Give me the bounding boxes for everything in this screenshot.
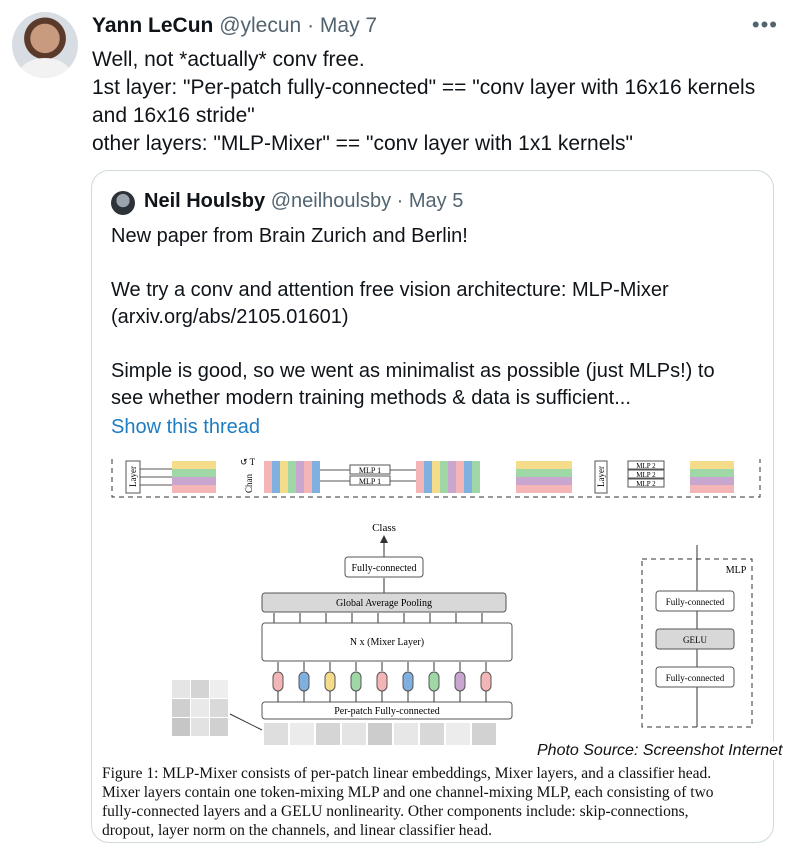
patch-sequence: [264, 723, 496, 745]
mlp1-label-top: MLP 1: [358, 466, 382, 475]
quoted-line: (arxiv.org/abs/2105.01601): [111, 306, 349, 328]
token-embedding: [325, 672, 335, 691]
patch-arrow: [230, 714, 262, 730]
token-embedding: [273, 672, 283, 691]
quoted-line: [111, 331, 761, 358]
tweet-line: 1st layer: "Per-patch fully-connected" == "conv layer with 16x16 kernels: [92, 76, 756, 99]
token-embeddings: [273, 672, 491, 691]
token-embedding: [403, 672, 413, 691]
row-arrows: [140, 469, 172, 485]
quoted-author-name[interactable]: Neil Houlsby: [144, 190, 266, 212]
layer-label-2: Layer: [596, 466, 606, 487]
more-options-icon[interactable]: •••: [751, 12, 778, 37]
output-rows-2: [690, 461, 734, 493]
tweet-line: Well, not *actually* conv free.: [92, 48, 365, 71]
class-label: Class: [372, 522, 396, 534]
quoted-tweet-text: [111, 223, 761, 412]
mlp1-label-bottom: MLP 1: [358, 477, 382, 486]
token-embedding: [377, 672, 387, 691]
quoted-line: [111, 250, 761, 277]
mlp-fc-bottom-label: Fully-connected: [665, 673, 725, 683]
quoted-author-avatar[interactable]: [111, 191, 135, 215]
channels-label: Chan: [244, 474, 254, 493]
mlp-fc-top-label: Fully-connected: [665, 597, 725, 607]
tweet-line: other layers: "MLP-Mixer" == "conv layer with 1x1 kernels": [92, 132, 634, 155]
token-embedding: [455, 672, 465, 691]
token-columns-2: [416, 461, 480, 493]
token-embedding: [429, 672, 439, 691]
layer-label: Layer: [128, 466, 138, 487]
token-embedding: [481, 672, 491, 691]
tweet-text: [92, 46, 782, 158]
date-separator: ·: [301, 14, 320, 37]
tweet-date[interactable]: May 7: [319, 14, 378, 37]
global-pool-label: Global Average Pooling: [336, 598, 432, 609]
mixer-stack-label: N x (Mixer Layer): [349, 637, 425, 648]
quoted-tweet-date[interactable]: May 5: [408, 190, 464, 212]
svg-text:MLP 2: MLP 2: [636, 471, 656, 479]
paper-figure[interactable]: [92, 451, 774, 843]
mlp-detail-label: MLP: [725, 565, 747, 576]
gelu-label: GELU: [683, 635, 707, 645]
caption-line: dropout, layer norm on the channels, and linear classifier head.: [102, 822, 492, 839]
tweet-header: [92, 14, 377, 38]
figure-caption: [102, 764, 770, 840]
svg-text:MLP 2: MLP 2: [636, 480, 656, 488]
per-patch-label: Per-patch Fully-connected: [334, 706, 440, 717]
quoted-tweet-header: [144, 190, 463, 213]
token-columns-1: [264, 461, 320, 493]
mixer-input-arrows: [278, 662, 486, 671]
output-rows-1: [516, 461, 572, 493]
quoted-line: New paper from Brain Zurich and Berlin!: [111, 225, 468, 247]
show-thread-link[interactable]: Show this thread: [111, 416, 260, 438]
input-rows: [172, 461, 216, 493]
author-handle[interactable]: @ylecun: [219, 14, 302, 37]
pool-input-arrows: [274, 613, 482, 623]
transpose-symbol: ↺ T: [240, 457, 256, 467]
tweet-line: and 16x16 stride": [92, 104, 255, 127]
quoted-line: see whether modern training methods & data is sufficient...: [111, 387, 631, 409]
head-fc-label: Fully-connected: [351, 563, 417, 574]
quoted-line: We try a conv and attention free vision architecture: MLP-Mixer: [111, 279, 669, 301]
token-embedding: [299, 672, 309, 691]
quoted-line: Simple is good, so we went as minimalist as possible (just MLPs!) to: [111, 360, 715, 382]
embedding-arrows: [278, 691, 486, 702]
mlp2-boxes: [628, 461, 664, 488]
token-embedding: [351, 672, 361, 691]
svg-text:MLP 2: MLP 2: [636, 462, 656, 470]
input-image-grid: [172, 680, 228, 736]
caption-line: Mixer layers contain one token-mixing MLP and one channel-mixing MLP, each consisting of two: [102, 784, 714, 801]
quoted-author-handle[interactable]: @neilhoulsby: [270, 190, 392, 212]
author-name[interactable]: Yann LeCun: [92, 14, 214, 37]
caption-line: fully-connected layers and a GELU nonlinearity. Other components include: skip-connections,: [102, 803, 689, 820]
caption-line: Figure 1: MLP-Mixer consists of per-patch linear embeddings, Mixer layers, and a classifier head.: [102, 765, 712, 782]
quoted-date-separator: ·: [391, 190, 409, 212]
photo-source-credit: Photo Source: Screenshot Internet: [537, 742, 783, 759]
author-avatar[interactable]: [12, 12, 78, 78]
architecture-diagram: [92, 451, 774, 771]
